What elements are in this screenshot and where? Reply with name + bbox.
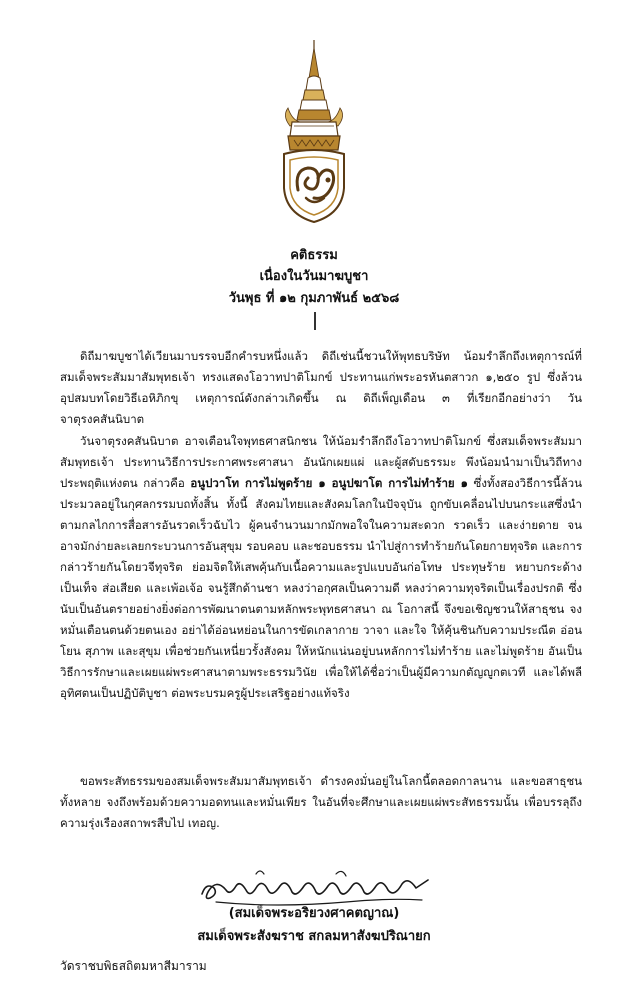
signatory-title: สมเด็จพระสังฆราช สกลมหาสังฆปริณายก	[197, 929, 431, 944]
paragraph-3: ขอพระสัทธรรมของสมเด็จพระสัมมาสัมพุทธเจ้า ดำรงคงมั่นอยู่ในโลกนี้ตลอดกาลนาน และขอสาธุชนทั้งหลาย จงถึงพร้อมด้วยความอดทนและหมั่นเพียร ในอันที่จะศึกษาและเผยแผ่พระสัทธรรมนั้น เพื่อบรรลุถึงความรุ่งเรืองสถาพรสืบไป เทอญ.	[60, 774, 582, 830]
heading-divider	[314, 312, 316, 330]
royal-emblem-crown-icon	[262, 38, 366, 224]
paragraph-2-emphasis: อนูปวาโท การไม่พูดร้าย ๑ อนูปฆาโต การไม่ทำร้าย ๑	[190, 476, 468, 490]
paragraph-1: ดิถีมาฆบูชาได้เวียนมาบรรจบอีกคำรบหนึ่งแล้ว ดิถีเช่นนี้ชวนให้พุทธบริษัท น้อมรำลึกถึงเหตุการณ์ที่สมเด็จพระสัมมาสัมพุทธเจ้า ทรงแสดงโอวาทปาติโมกข์ ประทานแก่พระอรหันตสาวก ๑,๒๕๐ รูป ซึ่งล้วนอุปสมบทโดยวิธีเอหิภิกขุ เหตุการณ์ดังกล่าวเกิดขึ้น ณ ดิถีเพ็ญเดือน ๓ ที่เรียกอีกอย่างว่า วันจาตุรงคสันนิบาต	[60, 349, 582, 426]
signatory-name: (สมเด็จพระอริยวงศาคตญาณ)	[228, 906, 400, 921]
paragraph-2-part-a: วันจาตุรงคสันนิบาต อาจเตือนใจพุทธศาสนิกชน ให้น้อมรำลึกถึงโอวาทปาติโมกข์ ซึ่งสมเด็จพระสัมมาสัมพุทธเจ้า ประทานวิธีการประกาศพระศาสนา อันนักเผยแผ่ และผู้สดับธรรมะ พึงน้อมนำมาเป็นวิถีทางประพฤติแห่งตน กล่าวคือ	[60, 434, 582, 490]
heading-date: วันพุธ ที่ ๑๒ กุมภาพันธ์ ๒๕๖๘	[228, 291, 400, 306]
paragraph-2	[60, 431, 582, 704]
paragraph-2-part-b: ซึ่งทั้งสองวิธีการนี้ล้วนประมวลอยู่ในกุศลกรรมบถทั้งสิ้น ทั้งนี้ สังคมไทยและสังคมโลกในปัจจุบัน ถูกขับเคลื่อนไปบนกระแสซึ่งนำตามกลไกการสื่อสารอันรวดเร็วฉับไว ผู้คนจำนวนมากมักพอใจในความสะดวก รวดเร็ว และง่ายดาย จนอาจมักง่ายละเลยกระบวนการอันสุขุม รอบคอบ และชอบธรรม นำไปสู่การทำร้ายกันโดยกายทุจริต และการกล่าวร้ายกันโดยวจีทุจริต ย่อมจิตให้เสพคุ้นกับเนื้อความและรูปแบบอันก่อโทษ ประทุษร้าย หยาบกระด้าง เป็นเท็จ ส่อเสียด และเพ้อเจ้อ จนรู้สึกด้านชา หลงว่าอกุศลเป็นความดี หลงว่าความทุจริตเป็นเรื่องปรกติ ซึ่งนับเป็นอันตรายอย่างยิ่งต่อการพัฒนาตนตามหลักพระพุทธศาสนา ณ โอกาสนี้ จึงขอเชิญชวนให้สาธุชน จงหมั่นเตือนตนด้วยตนเอง อย่าได้อ่อนหย่อนในการขัดเกลากาย วาจา และใจ ให้คุ้นชินกับความประณีต อ่อนโยน สุภาพ และสุขุม เพื่อช่วยกันเหนี่ยวรั้งสังคม ให้หนักแน่นอยู่บนหลักการไม่ทำร้าย และไม่พูดร้าย อันเป็นวิธีการรักษาและเผยแผ่พระศาสนาตามพระธรรมวินัย เพื่อให้ได้ชื่อว่าเป็นผู้มีความกตัญญูกตเวที และได้พลีอุทิศตนเป็นปฏิบัติบูชา ต่อพระบรมครูผู้ประเสริฐอย่างแท้จริง	[60, 476, 582, 700]
heading-title: คติธรรม	[290, 248, 338, 263]
heading-occasion: เนื่องในวันมาฆบูชา	[259, 269, 369, 284]
temple-name: วัดราชบพิธสถิตมหาสีมาราม	[60, 959, 207, 973]
